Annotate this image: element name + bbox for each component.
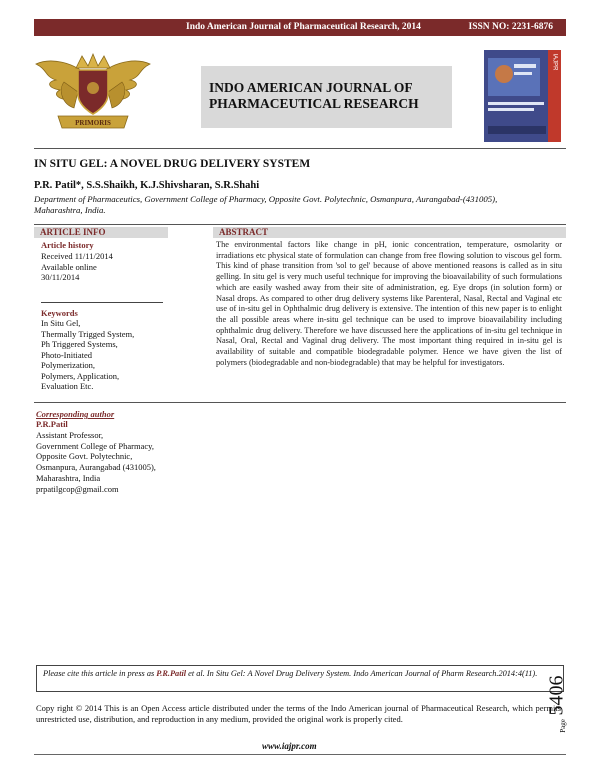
corresponding-detail-line: Opposite Govt. Polytechnic, — [36, 451, 133, 462]
info-top-divider — [34, 224, 566, 225]
corresponding-author-details — [36, 430, 156, 494]
affiliation-line-2: Maharashtra, India. — [34, 205, 106, 215]
masthead-divider — [34, 148, 566, 149]
citation-prefix: Please cite this article in press as — [43, 669, 157, 678]
keyword-item: Evaluation Etc. — [41, 381, 94, 391]
journal-title-line-1: INDO AMERICAN JOURNAL OF — [209, 80, 413, 95]
available-online-label: Available online — [41, 261, 97, 272]
journal-title — [209, 80, 449, 111]
keyword-item: Ph Triggered Systems, — [41, 339, 118, 349]
corresponding-detail-line: Government College of Pharmacy, — [36, 440, 154, 451]
info-bottom-divider — [34, 402, 566, 403]
citation-box — [36, 665, 564, 692]
journal-website-link[interactable]: www.iajpr.com — [262, 741, 317, 751]
masthead — [34, 44, 566, 144]
abstract-body: The environmental factors like change in pH, ionic concentration, temperature, osmolarity or irradiations etc physical state of formulation can change from free flowing solution to viscous gel form. This kind of phase transition from 'sol to gel' because of above mentioned reasons is called as in situ gelling. In situ gel is very much useful technique for improving the bioavailability of such formulations which are easily washed away from their site of administration, eg. Eye drops (in solution form) or Nasal drops. As compared to other drug delivery systems like Parenteral, Nasal, Rectal and Vaginal etc use of in-situ gel in Ophthalmic drug delivery is extensive. The intention of this new paper is to enlight the all possible areas where in-situ gel technique can be used to improve bioavailability including ophthalmic drug delivery. Therefore we have discussed here the applications of in-situ gel technique in Nasal, Oral, Rectal and Vaginal drug delivery. The most important thing required in in-situ gel is availability of suitable and compatible biodegradable polymer. Hence we have given the list of polymers (biodegradable and non-biodegradable) that may be helpful for investigators. — [216, 240, 562, 367]
footer-divider — [34, 754, 566, 755]
cover-letters: IAJPR — [551, 53, 558, 71]
journal-title-box — [201, 66, 452, 128]
keyword-item: In Situ Gel, — [41, 318, 81, 328]
article-authors: P.R. Patil*, S.S.Shaikh, K.J.Shivsharan, S.R.Shahi — [34, 180, 260, 191]
page-number-block — [545, 660, 595, 750]
journal-name-header: Indo American Journal of Pharmaceutical Research, 2014 — [186, 22, 421, 32]
keyword-item: Polymers, Application, — [41, 370, 120, 381]
page-number: 5406 — [545, 675, 568, 716]
author-affiliation — [34, 194, 566, 216]
article-info-header — [34, 227, 168, 238]
abstract-heading: ABSTRACT — [219, 227, 269, 237]
journal-header-bar — [34, 19, 566, 36]
available-online-date: 30/11/2014 — [41, 272, 80, 282]
keyword-item: Polymerization, — [41, 360, 96, 370]
abstract-header — [213, 227, 566, 238]
keywords-heading: Keywords — [41, 308, 78, 318]
keyword-item: Thermally Trigged System, — [41, 328, 135, 339]
article-title: IN SITU GEL: A NOVEL DRUG DELIVERY SYSTEM — [34, 158, 311, 170]
journal-title-line-2: PHARMACEUTICAL RESEARCH — [209, 95, 419, 111]
affiliation-line-1: Department of Pharmaceutics, Government College of Pharmacy, Opposite Govt. Polytechnic, Osmanpura, Aurangabad-(431005), — [34, 194, 498, 204]
journal-crest-logo — [34, 50, 152, 134]
keyword-item: Photo-Initiated — [41, 349, 92, 360]
logo-banner-text: PRIMORIS — [75, 119, 111, 127]
page-label: Page — [558, 719, 567, 733]
article-history — [41, 251, 113, 283]
issn-number: ISSN NO: 2231-6876 — [468, 22, 553, 32]
corresponding-author-name: P.R.Patil — [36, 419, 68, 429]
corresponding-detail-line: Assistant Professor, — [36, 430, 104, 440]
received-date: Received 11/11/2014 — [41, 251, 113, 261]
corresponding-detail-line: Maharashtra, India — [36, 472, 101, 483]
corresponding-detail-line: Osmanpura, Aurangabad (431005), — [36, 462, 156, 473]
journal-cover-thumbnail — [484, 50, 561, 142]
keywords-divider — [41, 302, 163, 303]
corresponding-email[interactable]: prpatilgcop@gmail.com — [36, 483, 119, 494]
article-info-heading: ARTICLE INFO — [40, 227, 106, 237]
keywords-list — [41, 318, 134, 392]
corresponding-author-heading: Corresponding author — [36, 409, 115, 419]
citation-suffix: et al. In Situ Gel: A Novel Drug Delivery System. Indo American Journal of Pharm Research.2014:4(11). — [186, 669, 538, 678]
copyright-notice: Copy right © 2014 This is an Open Access article distributed under the terms of the Indo American journal of Pharmaceutical Research, which permits unrestricted use, distribution, and reproduction in any medium, provided the original work is properly cited. — [36, 703, 561, 724]
citation-author: P.R.Patil — [156, 669, 187, 678]
article-history-heading: Article history — [41, 240, 94, 250]
